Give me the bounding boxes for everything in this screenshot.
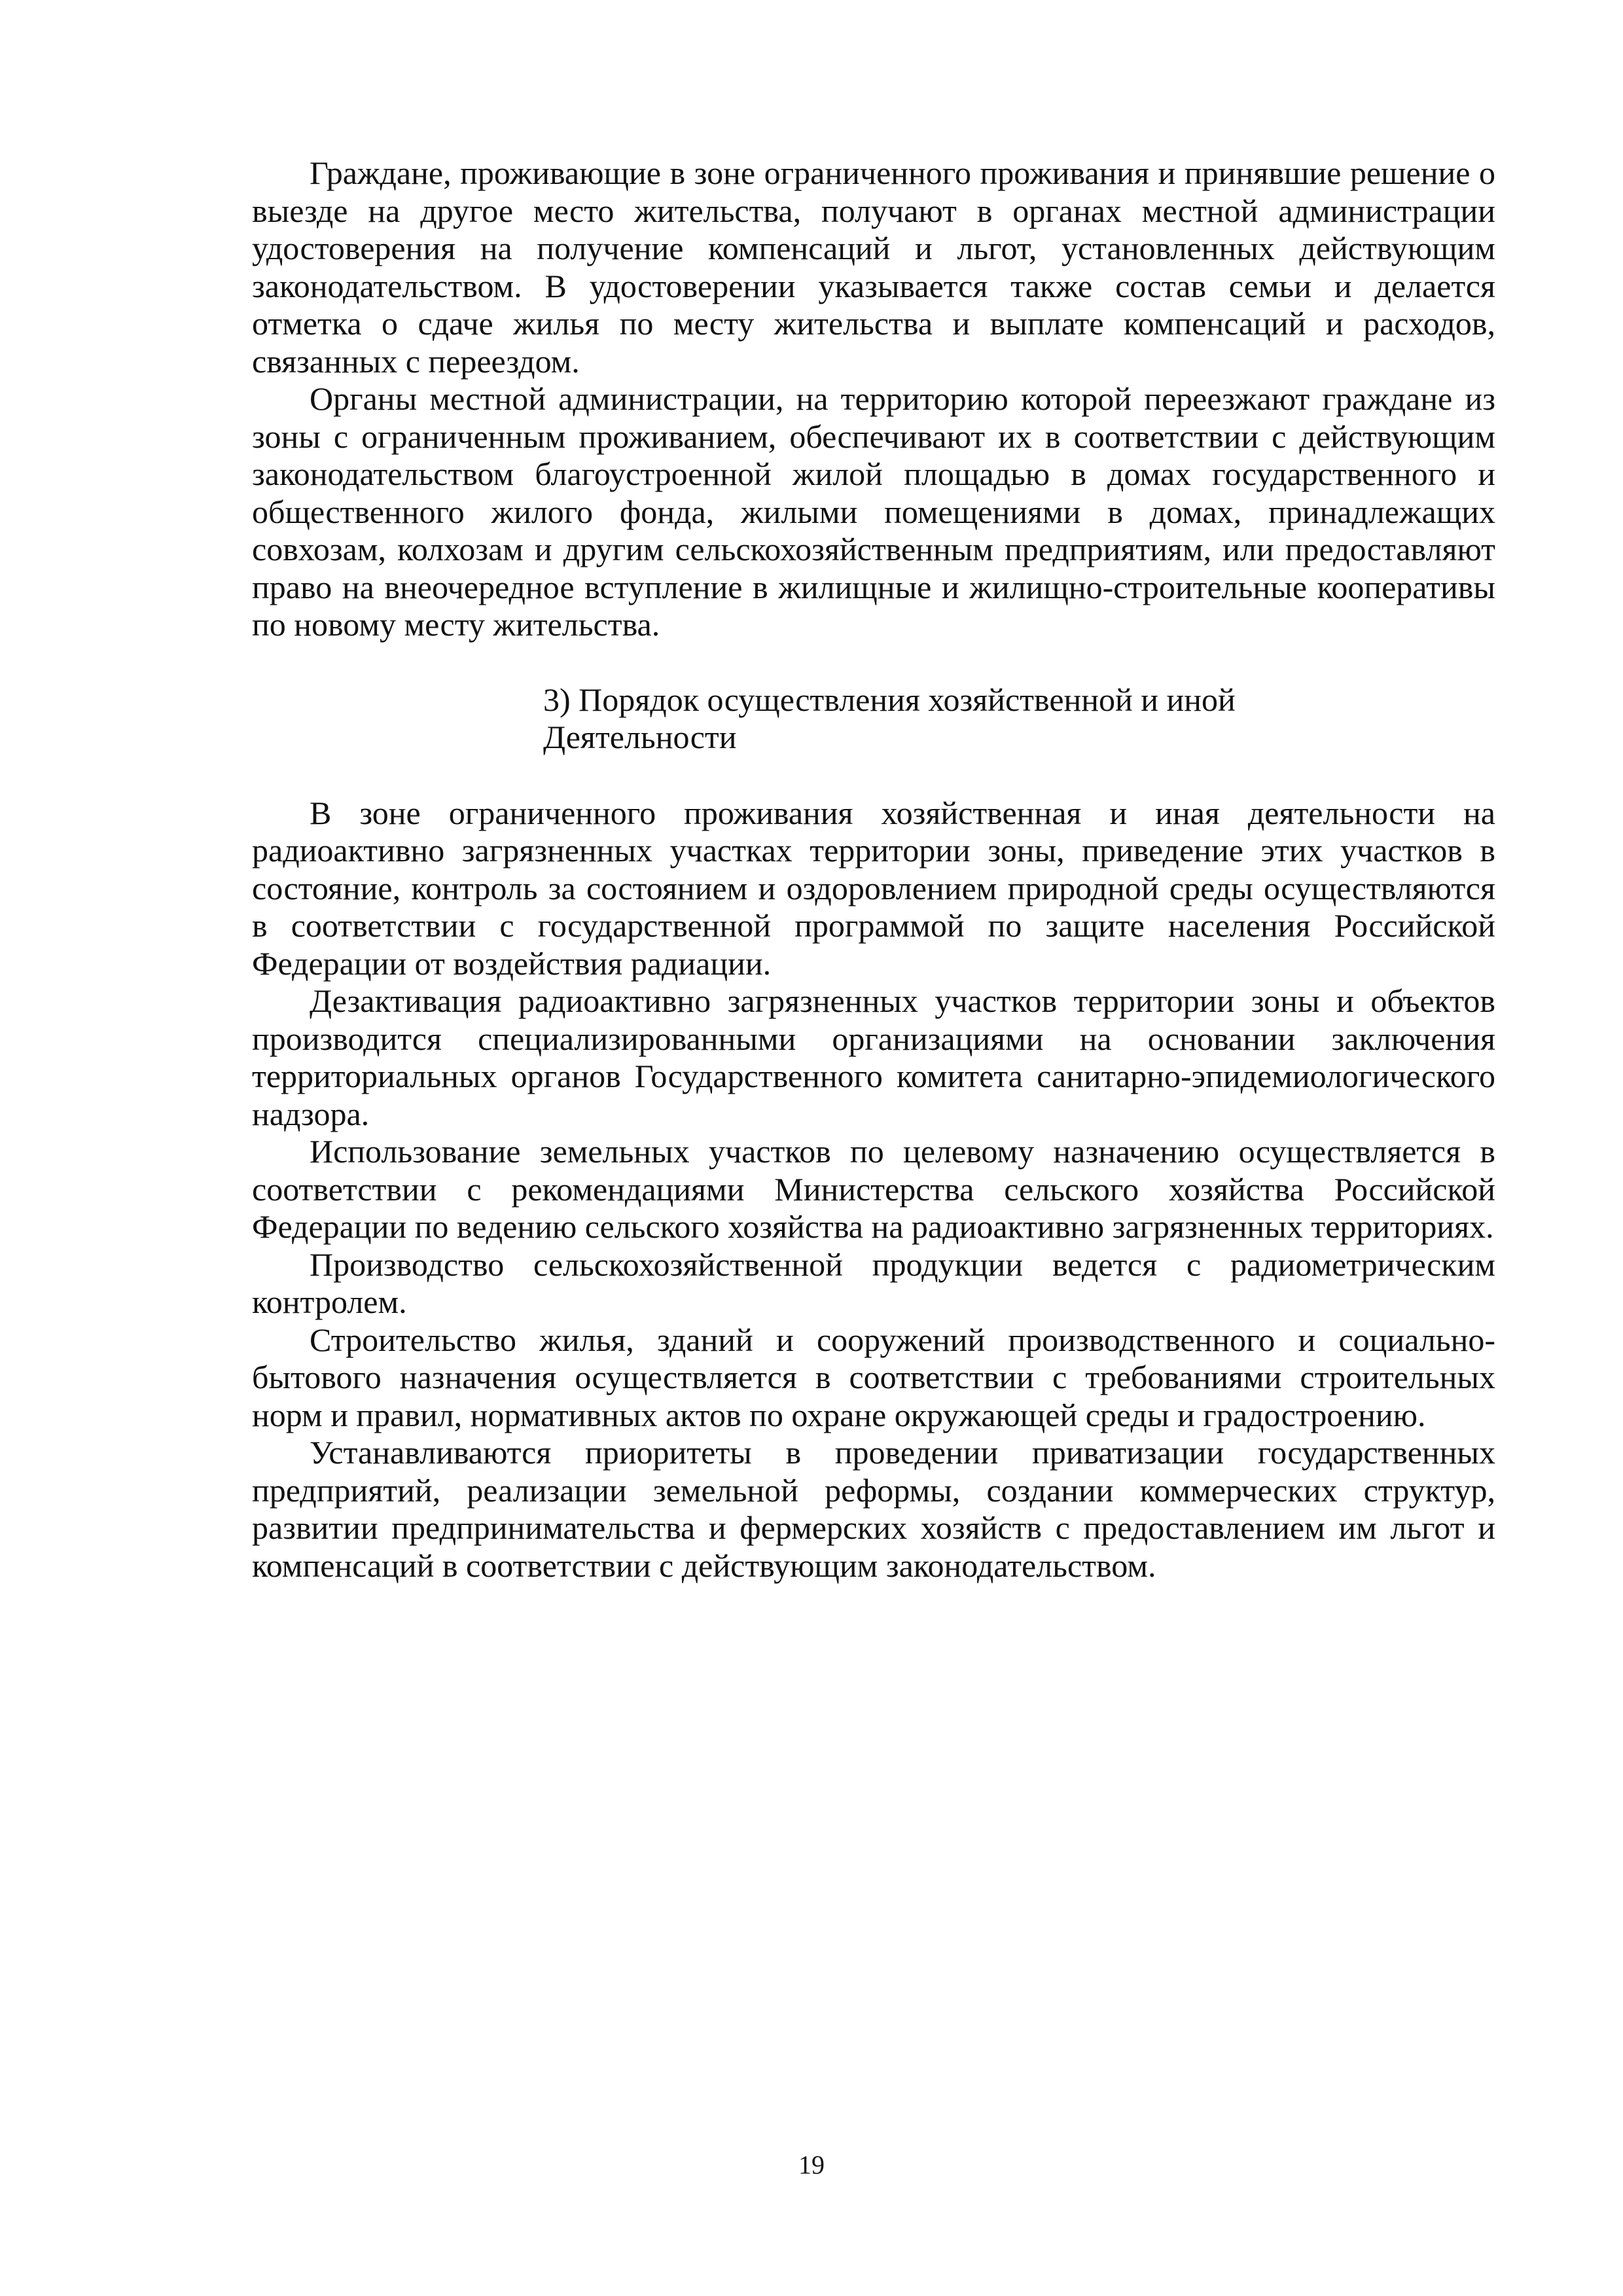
paragraph-priorities: Устанавливаются приоритеты в проведении приватизации государственных предприятий, реализации земельной реформы, создании коммерческих структур, развитии предпринимательства и фермерских хозяйств с предоставлением им льгот и компенсаций в соответствии с действующим законодательством. xyxy=(252,1434,1495,1584)
section-heading xyxy=(252,681,1495,757)
paragraph-agricultural-production: Производство сельскохозяйственной продукции ведется с радиометрическим контролем. xyxy=(252,1246,1495,1320)
section-heading-line-2: Деятельности xyxy=(543,719,737,755)
paragraph-certificates: Граждане, проживающие в зоне ограниченного проживания и принявшие решение о выезде на другое место жительства, получают в органах местной администрации удостоверения на получение компенсаций и льгот, установленных действующим законодательством. В удостоверении указывается также состав семьи и делается отметка о сдаче жилья по месту жительства и выплате компенсаций и расходов, связанных с переездом. xyxy=(252,154,1495,380)
document-body xyxy=(252,154,1495,1585)
paragraph-economic-activity: В зоне ограниченного проживания хозяйственная и иная деятельности на радиоактивно загрязненных участках территории зоны, приведение этих участков в состояние, контроль за состоянием и оздоровлением природной среды осуществляются в соответствии с государственной программой по защите населения Российской Федерации от воздействия радиации. xyxy=(252,794,1495,982)
section-heading-line-1: 3) Порядок осуществления хозяйственной и иной xyxy=(543,681,1236,718)
page-number: 19 xyxy=(798,2150,825,2179)
paragraph-decontamination: Дезактивация радиоактивно загрязненных участков территории зоны и объектов производится специализированными организациями на основании заключения территориальных органов Государственного комитета санитарно-эпидемиологического надзора. xyxy=(252,982,1495,1132)
paragraph-construction: Строительство жилья, зданий и сооружений производственного и социально-бытового назначения осуществляется в соответствии с требованиями строительных норм и правил, нормативных актов по охране окружающей среды и градостроению. xyxy=(252,1321,1495,1433)
paragraph-land-use: Использование земельных участков по целевому назначению осуществляется в соответствии с рекомендациями Министерства сельского хозяйства Российской Федерации по ведению сельского хозяйства на радиоактивно загрязненных территориях. xyxy=(252,1133,1495,1245)
paragraph-housing-provision: Органы местной администрации, на территорию которой переезжают граждане из зоны с ограниченным проживанием, обеспечивают их в соответствии с действующим законодательством благоустроенной жилой площадью в домах государственного и общественного жилого фонда, жилыми помещениями в домах, принадлежащих совхозам, колхозам и другим сельскохозяйственным предприятиям, или предоставляют право на внеочередное вступление в жилищные и жилищно-строительные кооперативы по новому месту жительства. xyxy=(252,380,1495,643)
